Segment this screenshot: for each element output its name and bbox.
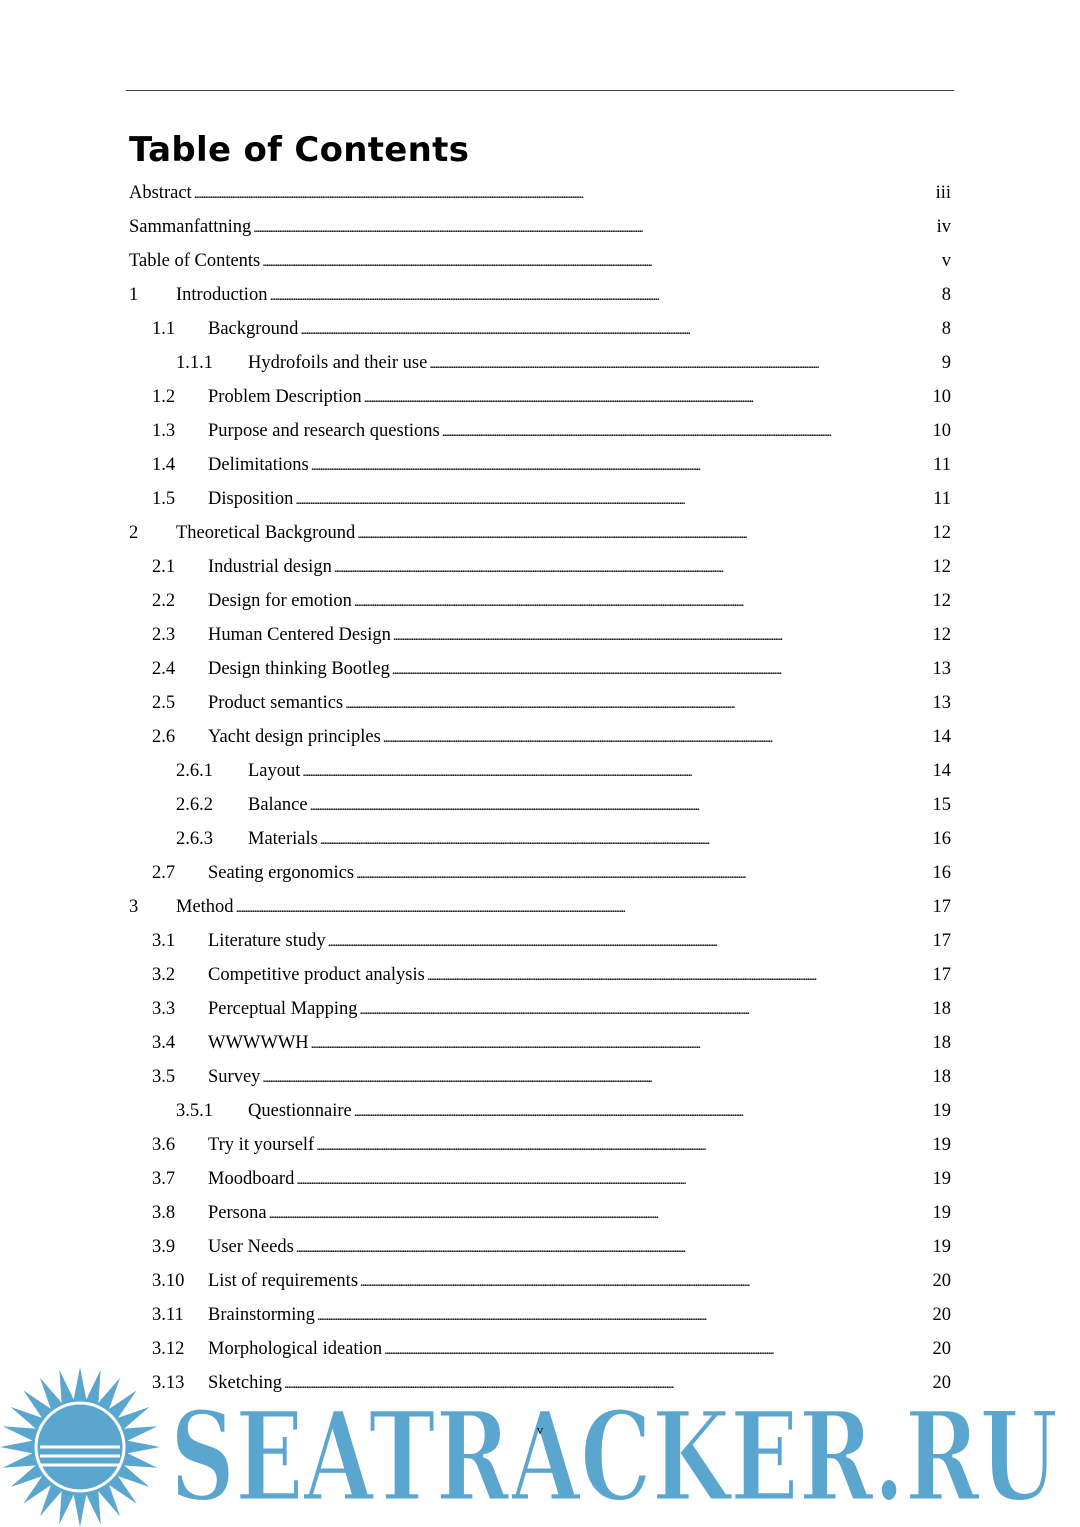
dot-leader — [296, 1169, 930, 1190]
dot-leader — [316, 1135, 930, 1156]
toc-entry-number: 3.11 — [152, 1304, 184, 1325]
toc-entry-number: 3.6 — [152, 1134, 176, 1155]
toc-entry-label: Seating ergonomics — [208, 862, 355, 883]
toc-entry-number: 1.2 — [152, 386, 176, 407]
dot-leader — [320, 829, 931, 850]
dot-leader — [354, 1101, 931, 1122]
toc-entry[interactable] — [129, 686, 951, 720]
dot-leader — [311, 1033, 931, 1054]
toc-entry-page: v — [941, 250, 951, 271]
toc-entry-page: 14 — [932, 726, 951, 747]
dot-leader — [442, 421, 931, 442]
toc-entry-label: Materials — [248, 828, 318, 849]
toc-entry-label: Problem Description — [208, 386, 362, 407]
dot-leader — [269, 285, 939, 306]
dot-leader — [311, 455, 931, 476]
toc-entry-page: 10 — [932, 420, 951, 441]
dot-leader — [393, 625, 931, 646]
toc-entry-label: Balance — [248, 794, 308, 815]
toc-entry-page: 19 — [932, 1236, 951, 1257]
toc-entry-number: 3.1 — [152, 930, 176, 951]
toc-entry-number: 2.3 — [152, 624, 176, 645]
toc-entry-number: 3.5 — [152, 1066, 176, 1087]
toc-entry-number: 3.2 — [152, 964, 176, 985]
toc-entry-page: 19 — [932, 1134, 951, 1155]
toc-entry[interactable] — [129, 720, 951, 754]
toc-entry-label: List of requirements — [208, 1270, 359, 1291]
toc-entry-number: 2 — [129, 522, 139, 543]
toc-entry-page: iv — [936, 216, 951, 237]
toc-entry[interactable] — [129, 278, 951, 312]
toc-entry-number: 1.1.1 — [176, 352, 213, 373]
dot-leader — [300, 319, 939, 340]
dot-leader — [364, 387, 931, 408]
dot-leader — [384, 1339, 930, 1360]
toc-entry[interactable] — [129, 312, 951, 346]
toc-entry-label: Persona — [208, 1202, 267, 1223]
dot-leader — [334, 557, 931, 578]
dot-leader — [269, 1203, 931, 1224]
toc-entry-page: 17 — [932, 930, 951, 951]
toc-entry-label: Questionnaire — [248, 1100, 352, 1121]
page-title: Table of Contents — [129, 130, 470, 170]
dot-leader — [354, 591, 931, 612]
toc-entry-page: 11 — [933, 454, 951, 475]
toc-entry-page: 20 — [932, 1304, 951, 1325]
toc-entry-label: Disposition — [208, 488, 294, 509]
dot-leader — [296, 1237, 931, 1258]
toc-entry-label: Theoretical Background — [176, 522, 356, 543]
toc-entry-page: 19 — [932, 1202, 951, 1223]
toc-entry[interactable] — [129, 414, 951, 448]
dot-leader — [345, 693, 930, 714]
toc-entry-label: Yacht design principles — [208, 726, 381, 747]
toc-entry-page: 12 — [932, 624, 951, 645]
toc-entry-number: 2.6.2 — [176, 794, 213, 815]
toc-entry[interactable] — [129, 1230, 951, 1264]
toc-entry-page: 15 — [932, 794, 951, 815]
toc-entry-page: 19 — [932, 1100, 951, 1121]
toc-entry-number: 2.1 — [152, 556, 176, 577]
toc-entry-label: Perceptual Mapping — [208, 998, 358, 1019]
toc-entry[interactable] — [129, 1128, 951, 1162]
toc-entry[interactable] — [129, 584, 951, 618]
toc-entry-number: 3.5.1 — [176, 1100, 213, 1121]
toc-entry[interactable] — [129, 482, 951, 516]
toc-entry-page: 8 — [941, 318, 951, 339]
toc-entry-page: 11 — [933, 488, 951, 509]
toc-entry-label: Brainstorming — [208, 1304, 315, 1325]
dot-leader — [310, 795, 931, 816]
dot-leader — [317, 1305, 931, 1326]
toc-entry[interactable] — [129, 244, 951, 278]
toc-entry-number: 3.8 — [152, 1202, 176, 1223]
toc-entry-label: Sammanfattning — [129, 216, 252, 237]
toc-entry-page: 8 — [941, 284, 951, 305]
toc-entry[interactable] — [129, 1264, 951, 1298]
toc-entry-number: 2.6 — [152, 726, 176, 747]
toc-entry-number: 3.4 — [152, 1032, 176, 1053]
toc-entry-label: Literature study — [208, 930, 326, 951]
toc-entry-number: 3.13 — [152, 1372, 185, 1393]
toc-entry[interactable] — [129, 856, 951, 890]
dot-leader — [357, 523, 930, 544]
dot-leader — [356, 863, 930, 884]
dot-leader — [427, 965, 931, 986]
toc-entry-number: 1.4 — [152, 454, 176, 475]
dot-leader — [262, 1067, 930, 1088]
toc-entry[interactable] — [129, 346, 951, 380]
toc-entry-number: 1 — [129, 284, 139, 305]
toc-entry-label: Morphological ideation — [208, 1338, 383, 1359]
toc-entry-label: Human Centered Design — [208, 624, 391, 645]
toc-entry-label: WWWWWH — [208, 1032, 309, 1053]
toc-entry-page: 16 — [932, 862, 951, 883]
dot-leader — [360, 1271, 930, 1292]
toc-entry-label: Industrial design — [208, 556, 332, 577]
watermark — [0, 1365, 1080, 1527]
toc-entry-number: 2.5 — [152, 692, 176, 713]
toc-entry-label: Abstract — [129, 182, 192, 203]
toc-entry-page: 16 — [932, 828, 951, 849]
toc-entry[interactable] — [129, 992, 951, 1026]
toc-entry-label: Delimitations — [208, 454, 309, 475]
toc-entry[interactable] — [129, 1060, 951, 1094]
toc-entry[interactable] — [129, 1094, 951, 1128]
toc-entry-label: Moodboard — [208, 1168, 295, 1189]
toc-entry-page: 13 — [932, 658, 951, 679]
toc-entry-page: 17 — [932, 896, 951, 917]
toc-entry-number: 2.6.3 — [176, 828, 213, 849]
toc-entry-label: Introduction — [176, 284, 268, 305]
toc-entry-label: Product semantics — [208, 692, 344, 713]
dot-leader — [383, 727, 931, 748]
toc-entry-page: 20 — [932, 1270, 951, 1291]
toc-entry[interactable] — [129, 1026, 951, 1060]
toc-entry[interactable] — [129, 754, 951, 788]
toc-entry-label: Method — [176, 896, 234, 917]
toc-entry-number: 1.1 — [152, 318, 176, 339]
toc-entry[interactable] — [129, 448, 951, 482]
page-number: v — [536, 1422, 544, 1437]
toc-entry[interactable] — [129, 1332, 951, 1366]
dot-leader — [360, 999, 931, 1020]
toc-entry-page: 9 — [941, 352, 951, 373]
toc-entry-page: 18 — [932, 1032, 951, 1053]
toc-entry-number: 2.7 — [152, 862, 176, 883]
toc-entry[interactable] — [129, 618, 951, 652]
toc-entry-label: Background — [208, 318, 299, 339]
toc-entry[interactable] — [129, 890, 951, 924]
toc-entry-label: Sketching — [208, 1372, 282, 1393]
toc-entry-label: Survey — [208, 1066, 261, 1087]
toc-entry-page: 12 — [932, 556, 951, 577]
toc-entry-label: Table of Contents — [129, 250, 261, 271]
dot-leader — [194, 183, 934, 204]
toc-entry-label: Design for emotion — [208, 590, 352, 611]
toc-entry[interactable] — [129, 924, 951, 958]
toc-entry-label: Design thinking Bootleg — [208, 658, 390, 679]
toc-entry-page: 20 — [932, 1372, 951, 1393]
dot-leader — [262, 251, 939, 272]
toc-entry-label: Competitive product analysis — [208, 964, 425, 985]
toc-entry[interactable] — [129, 652, 951, 686]
dot-leader — [302, 761, 930, 782]
toc-entry-number: 3.7 — [152, 1168, 176, 1189]
toc-entry-page: 10 — [932, 386, 951, 407]
toc-entry-number: 3 — [129, 896, 139, 917]
sun-logo-icon — [0, 1367, 160, 1527]
dot-leader — [295, 489, 931, 510]
toc-entry[interactable] — [129, 1298, 951, 1332]
toc-entry-number: 2.4 — [152, 658, 176, 679]
header-rule — [126, 90, 954, 91]
toc-entry-page: 18 — [932, 998, 951, 1019]
dot-leader — [392, 659, 931, 680]
toc-entry-label: Hydrofoils and their use — [248, 352, 428, 373]
toc-entry-label: Try it yourself — [208, 1134, 315, 1155]
table-of-contents — [129, 176, 951, 1400]
toc-entry-number: 3.3 — [152, 998, 176, 1019]
toc-entry-page: 12 — [932, 590, 951, 611]
toc-entry-number: 2.2 — [152, 590, 176, 611]
toc-entry-label: User Needs — [208, 1236, 294, 1257]
toc-entry[interactable] — [129, 822, 951, 856]
dot-leader — [328, 931, 931, 952]
toc-entry-page: 17 — [932, 964, 951, 985]
toc-entry-page: 18 — [932, 1066, 951, 1087]
toc-entry-label: Purpose and research questions — [208, 420, 440, 441]
toc-entry-page: 13 — [932, 692, 951, 713]
toc-entry[interactable] — [129, 550, 951, 584]
toc-entry-number: 2.6.1 — [176, 760, 213, 781]
toc-entry-page: 19 — [932, 1168, 951, 1189]
toc-entry-number: 3.10 — [152, 1270, 185, 1291]
toc-entry[interactable] — [129, 516, 951, 550]
toc-entry[interactable] — [129, 958, 951, 992]
toc-entry[interactable] — [129, 176, 951, 210]
toc-entry[interactable] — [129, 210, 951, 244]
toc-entry[interactable] — [129, 1162, 951, 1196]
toc-entry[interactable] — [129, 1196, 951, 1230]
toc-entry-number: 1.3 — [152, 420, 176, 441]
toc-entry-page: 20 — [932, 1338, 951, 1359]
toc-entry[interactable] — [129, 788, 951, 822]
toc-entry-number: 3.12 — [152, 1338, 185, 1359]
dot-leader — [236, 897, 931, 918]
toc-entry[interactable] — [129, 380, 951, 414]
toc-entry-number: 3.9 — [152, 1236, 176, 1257]
dot-leader — [253, 217, 934, 238]
toc-entry-label: Layout — [248, 760, 301, 781]
watermark-text: SEATRACKER.RU — [170, 1385, 1058, 1527]
toc-entry-page: 14 — [932, 760, 951, 781]
toc-entry-page: iii — [935, 182, 951, 203]
toc-entry-page: 12 — [932, 522, 951, 543]
dot-leader — [429, 353, 939, 374]
toc-entry-number: 1.5 — [152, 488, 176, 509]
